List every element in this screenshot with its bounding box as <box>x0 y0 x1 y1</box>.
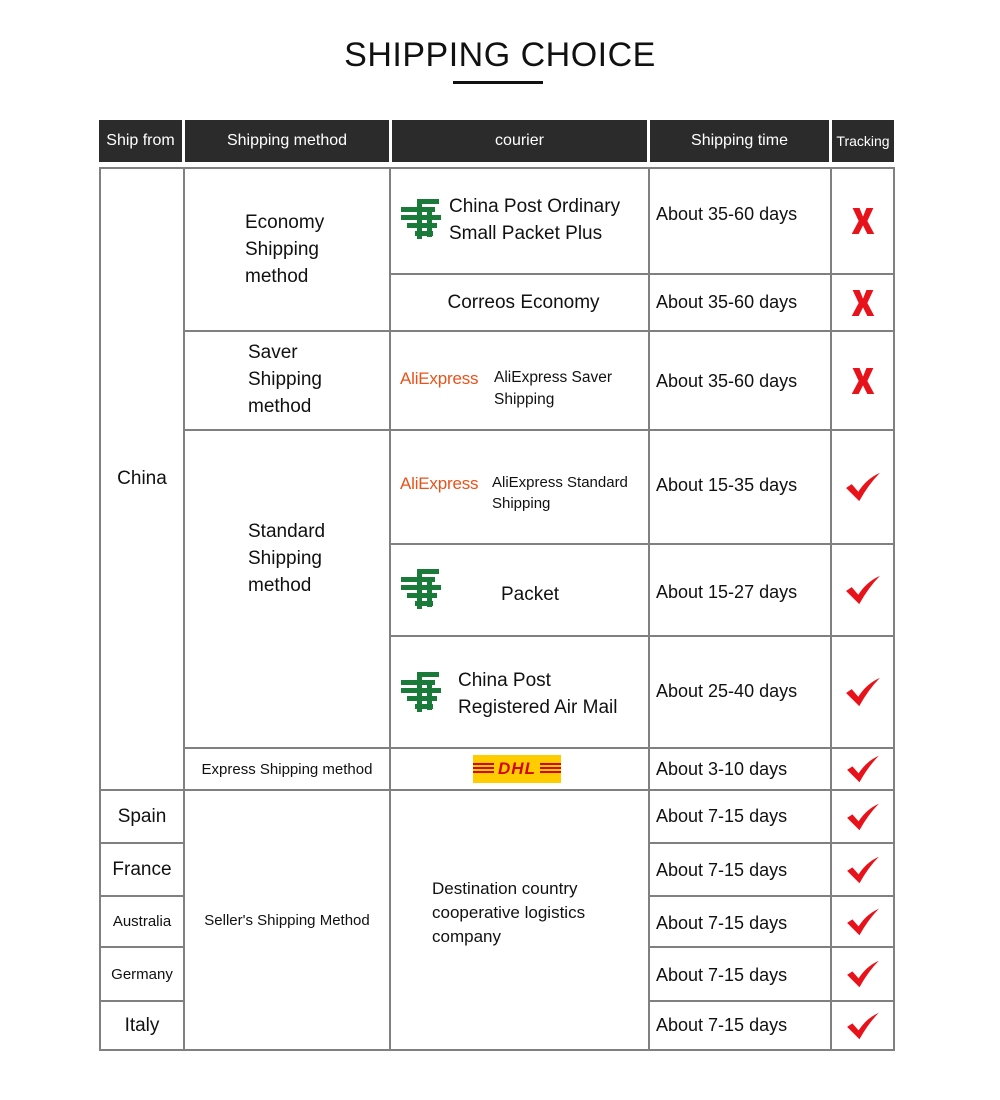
header-courier: courier <box>392 120 647 162</box>
method-standard <box>183 429 391 749</box>
aliexpress-logo-icon: AliExpress <box>400 369 479 388</box>
dhl-logo-text: DHL <box>494 759 540 778</box>
time-value: About 35-60 days <box>656 204 798 224</box>
time-row-4 <box>648 429 832 545</box>
courier-correos <box>389 273 650 332</box>
time-row-5 <box>648 543 832 637</box>
courier-dhl <box>389 747 650 791</box>
courier-destination-line1: Destination country <box>432 879 578 898</box>
method-standard-line3: method <box>248 575 312 596</box>
origin-australia <box>99 895 185 948</box>
check-icon <box>845 959 881 989</box>
tracking-row-9 <box>830 842 895 897</box>
tracking-row-1 <box>830 167 895 275</box>
tracking-row-11 <box>830 946 895 1002</box>
method-express-label: Express Shipping method <box>201 760 373 778</box>
method-seller <box>183 789 391 1051</box>
page-title: SHIPPING CHOICE <box>344 36 656 74</box>
method-saver-line1: Saver <box>248 342 298 363</box>
time-value: About 25-40 days <box>656 681 798 701</box>
time-value: About 7-15 days <box>656 913 788 933</box>
time-row-2 <box>648 273 832 332</box>
tracking-row-8 <box>830 789 895 844</box>
check-icon <box>844 574 882 606</box>
time-row-1 <box>648 167 832 275</box>
courier-ali-saver-line1: AliExpress Saver <box>494 369 613 386</box>
origin-china <box>99 167 185 791</box>
header-ship-from: Ship from <box>99 120 182 162</box>
time-row-8 <box>648 789 832 844</box>
origin-italy <box>99 1000 185 1051</box>
tracking-row-5 <box>830 543 895 637</box>
method-express <box>183 747 391 791</box>
time-row-12 <box>648 1000 832 1051</box>
time-row-9 <box>648 842 832 897</box>
time-row-7 <box>648 747 832 791</box>
check-icon <box>844 471 882 503</box>
courier-destination-line2: cooperative logistics <box>432 903 586 922</box>
title-underline <box>453 81 543 84</box>
courier-ali-standard-line1: AliExpress Standard <box>492 474 628 491</box>
cross-icon <box>850 288 876 318</box>
time-value: About 35-60 days <box>656 371 798 391</box>
courier-ali-saver-line2: Shipping <box>494 391 555 408</box>
courier-cpr-line2: Registered Air Mail <box>458 697 618 718</box>
tracking-row-10 <box>830 895 895 948</box>
time-row-10 <box>648 895 832 948</box>
origin-france-label: France <box>112 858 172 880</box>
china-post-logo-icon <box>399 197 443 241</box>
tracking-row-7 <box>830 747 895 791</box>
method-economy <box>183 167 391 332</box>
origin-australia-label: Australia <box>112 913 172 930</box>
courier-cpr-line1: China Post <box>458 670 551 691</box>
time-value: About 35-60 days <box>656 292 798 312</box>
dhl-logo-icon <box>473 755 561 783</box>
method-saver-line2: Shipping <box>248 369 322 390</box>
tracking-row-2 <box>830 273 895 332</box>
check-icon <box>845 907 881 937</box>
time-value: About 15-35 days <box>656 475 798 495</box>
header-shipping-method: Shipping method <box>185 120 389 162</box>
origin-germany <box>99 946 185 1002</box>
method-standard-line2: Shipping <box>248 548 322 569</box>
check-icon <box>845 754 881 784</box>
courier-aliexpress-standard <box>389 429 650 545</box>
method-economy-line1: Economy <box>245 212 325 233</box>
china-post-logo-icon <box>399 670 443 714</box>
courier-packet-label: Packet <box>501 584 560 605</box>
courier-destination <box>389 789 650 1051</box>
check-icon <box>845 802 881 832</box>
time-value: About 7-15 days <box>656 1015 788 1035</box>
courier-correos-label: Correos Economy <box>447 291 600 313</box>
method-economy-line3: method <box>245 266 309 287</box>
time-value: About 3-10 days <box>656 759 788 779</box>
header-tracking: Tracking <box>832 120 894 162</box>
time-value: About 7-15 days <box>656 806 788 826</box>
method-seller-label: Seller's Shipping Method <box>204 911 370 929</box>
time-value: About 15-27 days <box>656 582 798 602</box>
courier-packet <box>389 543 650 637</box>
courier-china-post-registered <box>389 635 650 749</box>
cross-icon <box>850 366 876 396</box>
method-economy-line2: Shipping <box>245 239 319 260</box>
time-value: About 7-15 days <box>656 965 788 985</box>
tracking-row-3 <box>830 330 895 431</box>
check-icon <box>844 676 882 708</box>
origin-spain-label: Spain <box>117 805 167 827</box>
courier-cpo-line2: Small Packet Plus <box>449 223 603 244</box>
header-shipping-time: Shipping time <box>650 120 829 162</box>
origin-france <box>99 842 185 897</box>
origin-spain <box>99 789 185 844</box>
origin-italy-label: Italy <box>124 1014 160 1036</box>
aliexpress-logo-icon: AliExpress <box>400 474 479 493</box>
china-post-logo-icon <box>399 567 443 611</box>
cross-icon <box>850 206 876 236</box>
origin-germany-label: Germany <box>111 965 173 983</box>
courier-ali-standard-line2: Shipping <box>492 495 551 512</box>
courier-china-post-ordinary <box>389 167 650 275</box>
tracking-row-12 <box>830 1000 895 1051</box>
time-value: About 7-15 days <box>656 860 788 880</box>
check-icon <box>845 855 881 885</box>
tracking-row-4 <box>830 429 895 545</box>
tracking-row-6 <box>830 635 895 749</box>
method-saver-line3: method <box>248 396 312 417</box>
time-row-6 <box>648 635 832 749</box>
courier-destination-line3: company <box>432 927 501 946</box>
time-row-11 <box>648 946 832 1002</box>
method-standard-line1: Standard <box>248 521 326 542</box>
courier-cpo-line1: China Post Ordinary <box>449 196 621 217</box>
time-row-3 <box>648 330 832 431</box>
method-saver <box>183 330 391 431</box>
check-icon <box>845 1011 881 1041</box>
origin-china-label: China <box>117 468 167 489</box>
courier-aliexpress-saver <box>389 330 650 431</box>
